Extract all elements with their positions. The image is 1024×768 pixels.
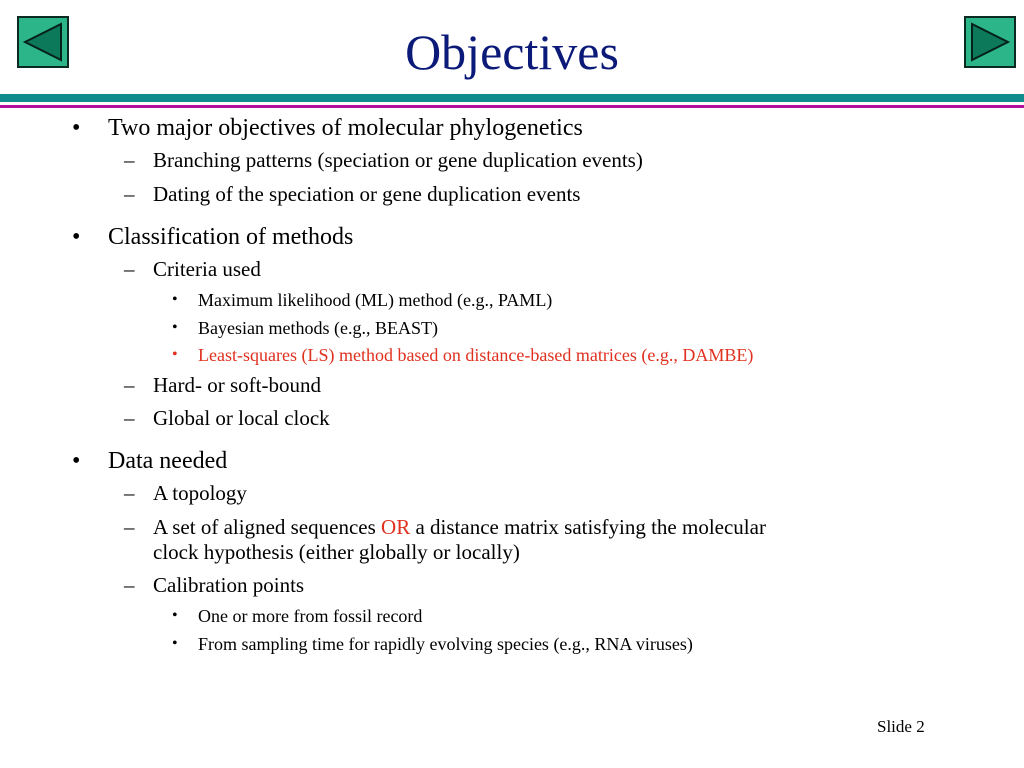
subitem-text: Global or local clock	[153, 406, 330, 430]
bullet-marker: •	[172, 635, 178, 652]
bullet-marker: •	[172, 291, 178, 308]
bullet-marker: •	[172, 346, 178, 363]
subsubitem-text: Bayesian methods (e.g., BEAST)	[198, 318, 438, 338]
bullet-marker: •	[172, 607, 178, 624]
bullet-marker: •	[72, 115, 81, 141]
subsubitem-text: From sampling time for rapidly evolving species (e.g., RNA viruses)	[198, 634, 693, 654]
subsubitem-text: Least-squares (LS) method based on distance-based matrices (e.g., DAMBE)	[198, 345, 754, 365]
dash-marker: –	[124, 406, 135, 430]
subitem-text: Criteria used	[153, 257, 261, 281]
subitem-text: Dating of the speciation or gene duplication events	[153, 182, 581, 206]
slide-title: Objectives	[405, 24, 619, 80]
subitem-text: clock hypothesis (either globally or locally)	[153, 540, 520, 564]
dash-marker: –	[124, 257, 135, 281]
sequences-text-part1: A set of aligned sequences	[153, 515, 382, 539]
title-divider-teal	[0, 94, 1024, 102]
dash-marker: –	[124, 481, 135, 505]
bullet-text: Two major objectives of molecular phylogenetics	[108, 115, 583, 141]
subsubitem-text: Maximum likelihood (ML) method (e.g., PAML)	[198, 290, 553, 310]
subsubitem-text: One or more from fossil record	[198, 606, 423, 626]
bullet-text: Data needed	[108, 448, 228, 474]
subitem-text: A topology	[153, 481, 247, 505]
bullet-marker: •	[72, 448, 81, 474]
slide-number: Slide 2	[877, 717, 925, 736]
subitem-text: Branching patterns (speciation or gene duplication events)	[153, 148, 643, 172]
dash-marker: –	[124, 573, 135, 597]
bullet-text: Classification of methods	[108, 224, 354, 250]
subitem-text: Calibration points	[153, 573, 305, 597]
or-highlight: OR	[381, 515, 411, 539]
title-divider-magenta	[0, 105, 1024, 108]
sequences-text-part2: a distance matrix satisfying the molecular	[410, 515, 766, 539]
dash-marker: –	[124, 515, 135, 539]
bullet-marker: •	[72, 224, 81, 250]
dash-marker: –	[124, 182, 135, 206]
subitem-text	[153, 514, 766, 540]
bullet-marker: •	[172, 319, 178, 336]
subitem-text: Hard- or soft-bound	[153, 373, 321, 397]
dash-marker: –	[124, 373, 135, 397]
dash-marker: –	[124, 148, 135, 172]
